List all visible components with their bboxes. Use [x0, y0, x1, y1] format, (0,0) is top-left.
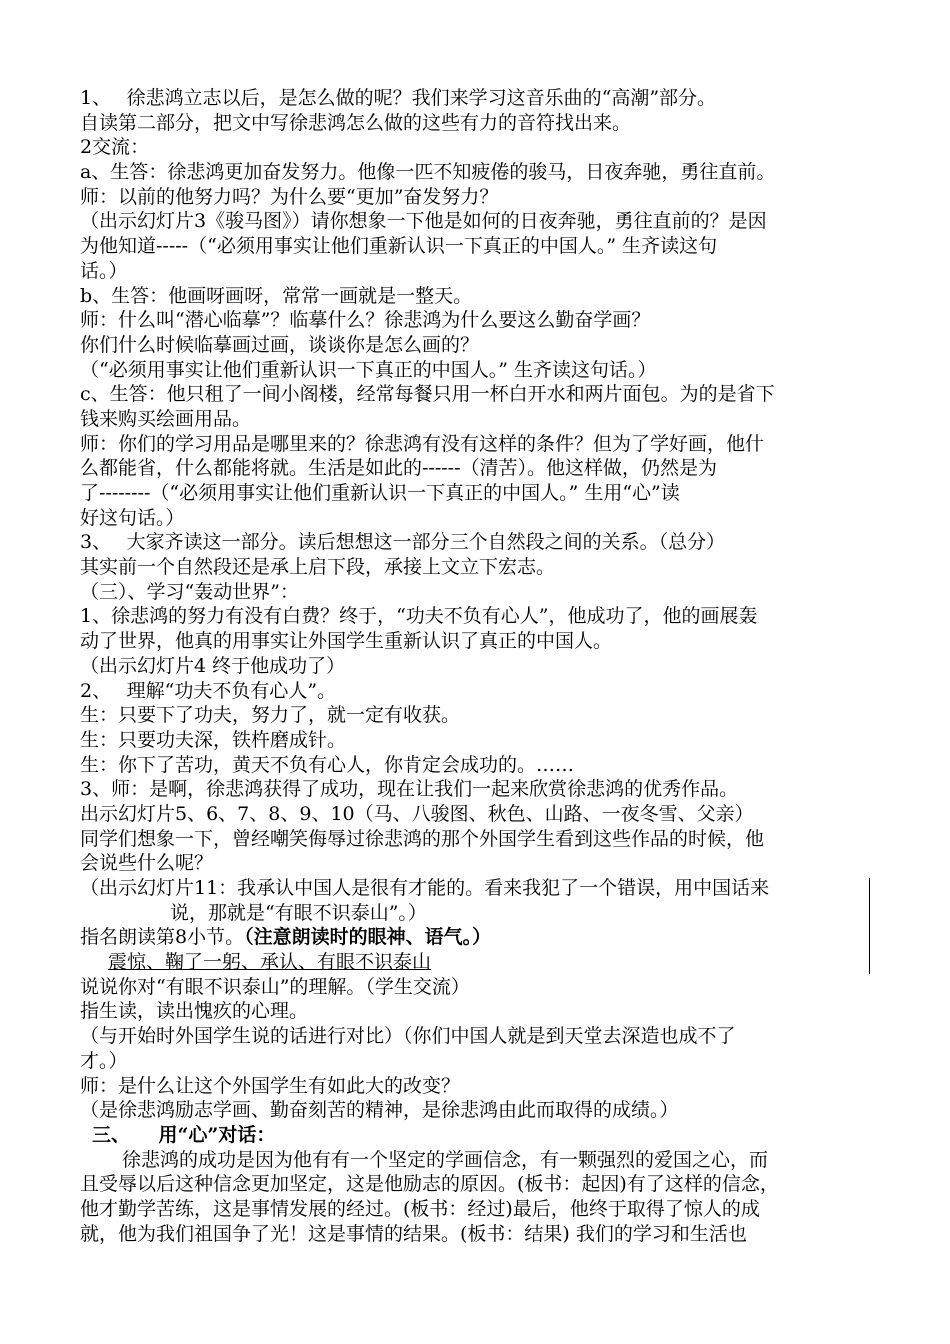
text-line: 话。）: [80, 259, 128, 282]
text-line: 就，他为我们祖国争了光！这是事情的结果。(板书：结果) 我们的学习和生活也: [80, 1222, 747, 1245]
text-line: 动了世界，他真的用事实让外国学生重新认识了真正的中国人。: [80, 630, 613, 653]
text-line: 说，那就是“有眼不识泰山”。）: [170, 901, 427, 924]
slide-quote-block: [80, 876, 870, 975]
section-heading: （三）、学习“轰动世界”：: [80, 580, 299, 603]
text-line: [80, 925, 870, 950]
text-line: 1、徐悲鸿的努力有没有白费？终于，“功夫不负有心人”，他成功了，他的画展轰: [80, 605, 758, 628]
text-line: 了--------（“必须用事实让他们重新认识一下真正的中国人。” 生用“心”读: [80, 482, 680, 504]
text-line: （出示幻灯片4 终于他成功了）: [80, 654, 346, 677]
text-line: 同学们想象一下，曾经嘲笑侮辱过徐悲鸿的那个外国学生看到这些作品的时候，他: [80, 827, 765, 850]
text-line: 么都能省，什么都能将就。生活是如此的------（清苦）。他这样做，仍然是为: [80, 457, 718, 480]
text-line: 他才勤学苦练，这是事情发展的经过。(板书：经过)最后，他终于取得了惊人的成: [80, 1197, 760, 1220]
text-line: 生：你下了苦功，黄天不负有心人，你肯定会成功的。……: [80, 753, 575, 776]
text-line: （出示幻灯片11：我承认中国人是很有才能的。看来我犯了一个错误，用中国话来: [80, 877, 770, 899]
section-heading: 三、 用“心”对话：: [92, 1123, 276, 1146]
text-line: 师：以前的他努力吗？为什么要“更加”奋发努力？: [80, 185, 499, 208]
text-line: 师：什么叫“潜心临摹”？临摹什么？徐悲鸿为什么要这么勤奋学画？: [80, 309, 651, 332]
text-line: 会说些什么呢？: [80, 852, 214, 875]
reading-instruction: 指名朗读第8小节。: [80, 926, 245, 949]
text-line: 2、 理解“功夫不负有心人”。: [80, 679, 337, 702]
text-line: 生：只要下了功夫，努力了，就一定有收获。: [80, 704, 461, 727]
text-line: 你们什么时候临摹画过画，谈谈你是怎么画的？: [80, 333, 480, 356]
key-words: 震惊、鞠了一躬、承认、有眼不识泰山: [108, 951, 432, 974]
document-page: [80, 86, 870, 1246]
text-line: 师：你们的学习用品是哪里来的？徐悲鸿有没有这样的条件？但为了学好画，他什: [80, 432, 765, 455]
text-line: （出示幻灯片3《骏马图》）请你想象一下他是如何的日夜奔驰，勇往直前的？是因: [80, 210, 767, 233]
text-line: 3、 大家齐读这一部分。读后想想这一部分三个自然段之间的关系。（总分）: [80, 531, 726, 554]
text-line: 1、 徐悲鸿立志以后，是怎么做的呢？我们来学习这音乐曲的“高潮”部分。: [80, 87, 717, 109]
text-line: 师：是什么让这个外国学生有如此大的改变？: [80, 1074, 461, 1097]
text-line: 徐悲鸿的成功是因为他有有一个坚定的学画信念，有一颗强烈的爱国之心，而: [122, 1148, 769, 1171]
text-line: [80, 950, 870, 975]
text-line: 钱来购买绘画用品。: [80, 407, 252, 430]
text-line: 3、师：是啊，徐悲鸿获得了成功，现在让我们一起来欣赏徐悲鸿的优秀作品。: [80, 778, 739, 801]
text-line: （是徐悲鸿励志学画、勤奋刻苦的精神，是徐悲鸿由此而取得的成绩。）: [80, 1099, 679, 1122]
reading-note: （注意朗读时的眼神、语气。）: [244, 926, 492, 949]
text-line: c、生答：他只租了一间小阁楼，经常每餐只用一杯白开水和两片面包。为的是省下: [80, 383, 775, 406]
text-line: a、生答：徐悲鸿更加奋发努力。他像一匹不知疲倦的骏马，日夜奔驰，勇往直前。: [80, 161, 776, 184]
text-line: （与开始时外国学生说的话进行对比）（你们中国人就是到天堂去深造也成不了: [80, 1025, 736, 1048]
text-line: 生：只要功夫深，铁杵磨成针。: [80, 728, 347, 751]
block-border: [869, 878, 870, 974]
text-line: 其实前一个自然段还是承上启下段，承接上文立下宏志。: [80, 556, 556, 579]
text-line: b、生答：他画呀画呀，常常一画就是一整天。: [80, 284, 473, 307]
text-line: 说说你对“有眼不识泰山”的理解。（学生交流）: [80, 975, 470, 998]
text-line: 且受辱以后这种信念更加坚定，这是他励志的原因。(板书：起因)有了这样的信念，: [80, 1173, 779, 1196]
text-line: 出示幻灯片5、6、7、8、9、10（马、八骏图、秋色、山路、一夜冬雪、父亲）: [80, 802, 754, 825]
text-line: 自读第二部分，把文中写徐悲鸿怎么做的这些有力的音符找出来。: [80, 111, 632, 134]
text-line: 好这句话。）: [80, 506, 185, 529]
text-line: 2交流：: [80, 136, 150, 159]
text-line: 才。）: [80, 1049, 128, 1072]
text-line: 指生读，读出愧疚的心理。: [80, 1000, 309, 1023]
text-line: （“必须用事实让他们重新认识一下真正的中国人。” 生齐读这句话。）: [80, 358, 657, 381]
text-line: 为他知道-----（“必须用事实让他们重新认识一下真正的中国人。” 生齐读这句: [80, 235, 718, 258]
